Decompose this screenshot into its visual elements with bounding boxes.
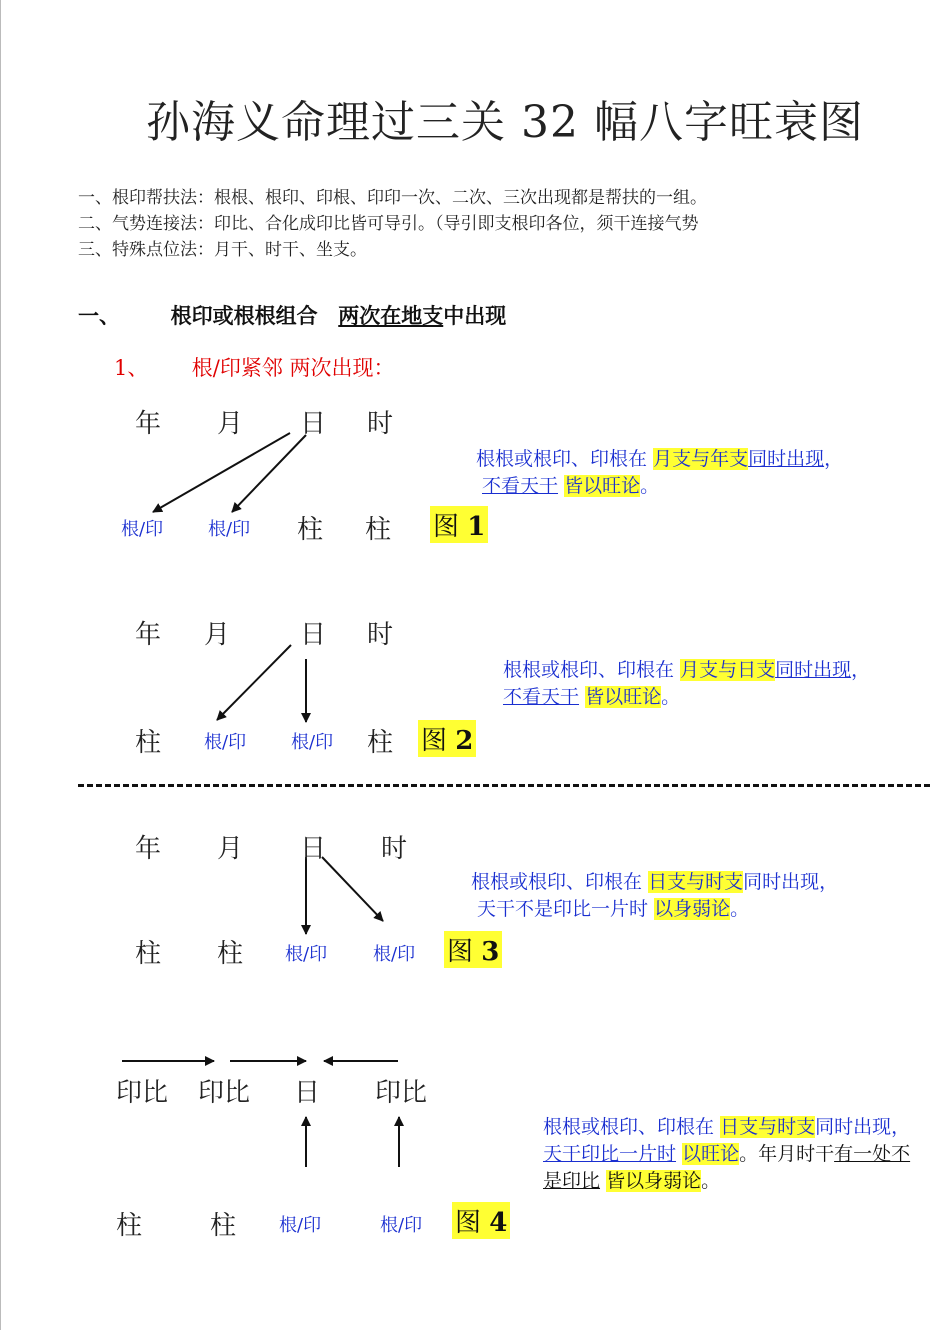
fig4-print-bi-month: 印比 — [198, 1078, 251, 1108]
fig3-note: 根根或根印、印根在 日支与时支同时出现， 天干不是印比一片时 以身弱论。 — [471, 871, 839, 920]
fig4-pillar-year: 柱 — [116, 1211, 143, 1241]
fig4-note: 根根或根印、印根在 日支与时支同时出现， 天干印比一片时 以旺论。年月时干有一处不 是印比 皆以身弱论。 — [543, 1116, 911, 1192]
fig1-hour: 时 — [367, 409, 394, 439]
fig2-root-print-day: 根/印 — [291, 732, 334, 753]
fig2-hour: 时 — [367, 620, 394, 650]
fig3-month: 月 — [217, 834, 244, 864]
fig4-day: 日 — [294, 1078, 321, 1108]
fig2-pillar-year: 柱 — [135, 728, 162, 758]
fig3-label: 图 3 — [444, 931, 502, 968]
fig3-root-print-day: 根/印 — [285, 944, 328, 965]
fig1-label: 图 1 — [430, 506, 488, 543]
fig4-root-print-hour: 根/印 — [380, 1215, 423, 1236]
fig2-year: 年 — [135, 620, 162, 650]
fig2-note: 根根或根印、印根在 月支与日支同时出现， 不看天干 皆以旺论。 — [503, 659, 871, 708]
fig1-pillar-day: 柱 — [297, 515, 324, 545]
fig4-print-bi-year: 印比 — [116, 1078, 169, 1108]
fig2-pillar-hour: 柱 — [367, 728, 394, 758]
fig3-day: 日 — [300, 834, 327, 864]
rule-line-2: 二、气势连接法：印比、合化成印比皆可导引。（导引即支根印各位，须干连接气势 — [78, 214, 699, 234]
fig3-root-print-hour: 根/印 — [373, 944, 416, 965]
fig1-year: 年 — [135, 409, 162, 439]
fig3-hour: 时 — [381, 834, 408, 864]
subsection-number: 1、 — [114, 356, 149, 380]
section-text-b: 两次在地支 — [338, 304, 444, 328]
fig1-day: 日 — [300, 409, 327, 439]
fig1-root-print-month: 根/印 — [208, 519, 251, 540]
fig1-root-print-year: 根/印 — [121, 519, 164, 540]
section-text-a: 根印或根根组合 — [170, 304, 318, 328]
fig1-month: 月 — [217, 409, 244, 439]
section-number: 一、 — [78, 304, 120, 328]
fig3-arrow-to-hour — [322, 857, 383, 921]
fig4-label: 图 4 — [452, 1202, 510, 1239]
section-divider — [78, 784, 930, 787]
fig1-pillar-hour: 柱 — [365, 515, 392, 545]
fig1-arrow-to-month — [232, 435, 306, 512]
fig2-label: 图 2 — [418, 720, 476, 757]
fig3-pillar-year: 柱 — [135, 939, 162, 969]
fig2-root-print-month: 根/印 — [204, 732, 247, 753]
section-text-c: 中出现 — [443, 304, 507, 328]
fig3-year: 年 — [135, 834, 162, 864]
page-title: 孙海义命理过三关 32 幅八字旺衰图 — [146, 97, 864, 148]
fig3-pillar-month: 柱 — [217, 939, 244, 969]
fig4-pillar-month: 柱 — [210, 1211, 237, 1241]
rule-line-3: 三、特殊点位法：月干、时干、坐支。 — [78, 240, 367, 260]
rule-line-1: 一、根印帮扶法：根根、根印、印根、印印一次、二次、三次出现都是帮扶的一组。 — [78, 188, 707, 208]
subsection-text: 根/印紧邻 两次出现： — [191, 356, 395, 380]
fig2-month: 月 — [204, 620, 231, 650]
fig1-note: 根根或根印、印根在 月支与年支同时出现， 不看天干 皆以旺论。 — [476, 448, 844, 497]
fig2-day: 日 — [300, 620, 327, 650]
fig2-arrow-to-month — [217, 645, 291, 720]
fig4-print-bi-hour: 印比 — [375, 1078, 428, 1108]
fig4-root-print-day: 根/印 — [279, 1215, 322, 1236]
